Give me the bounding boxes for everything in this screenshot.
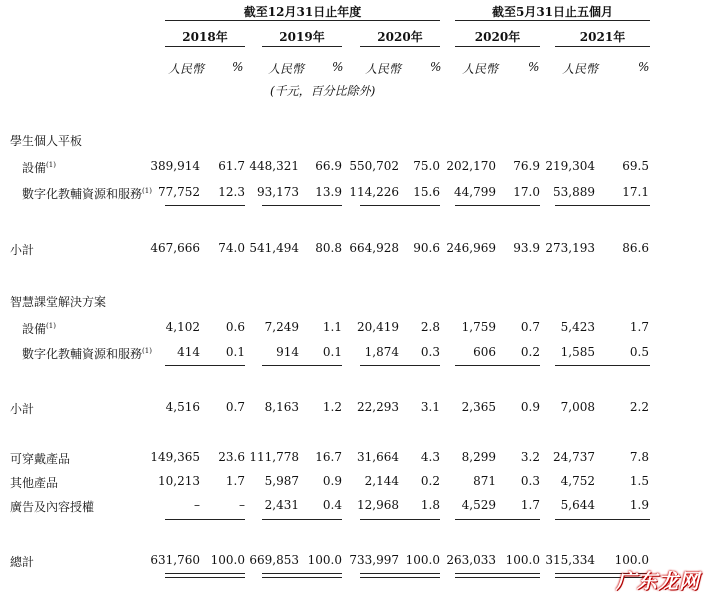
table-cell: 93,173: [257, 185, 299, 199]
table-cell: 44,799: [454, 185, 496, 199]
table-cell: 1.9: [629, 498, 649, 512]
table-cell: 1.1: [322, 320, 342, 334]
table-cell: 1,759: [461, 320, 496, 334]
table-cell: 3.2: [520, 450, 540, 464]
table-cell: 69.5: [622, 159, 649, 173]
row-label: 設備$^{(1)}$: [22, 161, 56, 175]
row-label: 其他產品: [10, 476, 59, 490]
subheader-currency: 人民幣: [562, 62, 599, 76]
year-rule-2021-ytd: [555, 46, 650, 47]
row-label: 數字化教輔資源和服務$^{(1)}$: [22, 347, 152, 361]
table-cell: 733,997: [349, 553, 399, 567]
table-cell: 1.5: [629, 474, 649, 488]
total-double-rule: [360, 573, 440, 574]
year-rule-2020: [360, 46, 440, 47]
subtotal-rule: [165, 205, 245, 206]
table-cell: 22,293: [357, 400, 399, 414]
footnote-marker: (1): [142, 347, 152, 355]
year-rule-2019: [262, 46, 342, 47]
subtotal-rule: [262, 365, 342, 366]
table-cell: 2,365: [461, 400, 496, 414]
table-cell: 4.3: [420, 450, 440, 464]
table-cell: 202,170: [446, 159, 496, 173]
table-cell: 0.2: [520, 345, 540, 359]
table-cell: 550,702: [349, 159, 399, 173]
subtotal-rule: [262, 519, 342, 520]
table-cell: 0.2: [420, 474, 440, 488]
group-header-annual: 截至12月31日止年度: [243, 5, 362, 19]
table-cell: 4,752: [560, 474, 595, 488]
table-cell: 111,778: [249, 450, 299, 464]
table-cell: 100.0: [614, 553, 649, 567]
table-cell: 149,365: [150, 450, 200, 464]
group-header-five-months-rule: [455, 20, 650, 21]
subheader-currency: 人民幣: [268, 62, 305, 76]
table-cell: 0.3: [520, 474, 540, 488]
table-cell: 5,644: [560, 498, 595, 512]
year-header-2019: 2019年: [279, 30, 325, 44]
table-cell: 7,008: [560, 400, 595, 414]
row-label: 智慧課堂解決方案: [10, 295, 107, 309]
table-cell: 914: [276, 345, 299, 359]
watermark-logo: 广东龙网: [616, 569, 700, 593]
table-cell: 23.6: [218, 450, 245, 464]
table-cell: 1,874: [364, 345, 399, 359]
table-cell: 17.0: [513, 185, 540, 199]
subheader-currency: 人民幣: [462, 62, 499, 76]
total-double-rule: [262, 573, 342, 574]
table-cell: 2,144: [364, 474, 399, 488]
table-cell: 20,419: [357, 320, 399, 334]
subtotal-rule: [455, 519, 540, 520]
table-cell: 114,226: [349, 185, 399, 199]
subheader-pct: %: [430, 60, 442, 74]
subtotal-rule: [555, 519, 650, 520]
table-cell: 273,193: [545, 241, 595, 255]
table-cell: 2.2: [629, 400, 649, 414]
table-cell: 0.4: [322, 498, 342, 512]
table-cell: 263,033: [446, 553, 496, 567]
footnote-marker: (1): [46, 161, 56, 169]
row-label: 學生個人平板: [10, 134, 83, 148]
table-cell: 541,494: [249, 241, 299, 255]
subheader-pct: %: [232, 60, 244, 74]
table-cell: 3.1: [420, 400, 440, 414]
total-double-rule: [455, 577, 540, 578]
year-header-2020: 2020年: [377, 30, 423, 44]
table-cell: 315,334: [545, 553, 595, 567]
group-header-five-months: 截至5月31日止五個月: [491, 5, 614, 19]
table-cell: 0.7: [225, 400, 245, 414]
table-cell: 5,423: [560, 320, 595, 334]
table-cell: 77,752: [158, 185, 200, 199]
table-cell: 90.6: [413, 241, 440, 255]
subtotal-rule: [165, 365, 245, 366]
table-cell: 24,737: [553, 450, 595, 464]
table-cell: 4,102: [165, 320, 200, 334]
row-label: 設備$^{(1)}$: [22, 322, 56, 336]
table-cell: 5,987: [264, 474, 299, 488]
total-double-rule: [455, 573, 540, 574]
table-cell: 2,431: [264, 498, 299, 512]
table-cell: 1,585: [560, 345, 595, 359]
table-cell: 871: [473, 474, 496, 488]
row-label: 總計: [10, 555, 35, 569]
table-cell: 53,889: [553, 185, 595, 199]
table-cell: 1.7: [629, 320, 649, 334]
year-header-2018: 2018年: [182, 30, 228, 44]
table-cell: 76.9: [513, 159, 540, 173]
subtotal-rule: [165, 519, 245, 520]
subheader-pct: %: [528, 60, 540, 74]
table-cell: 219,304: [545, 159, 595, 173]
table-cell: 4,529: [461, 498, 496, 512]
table-cell: 1.8: [420, 498, 440, 512]
subtotal-rule: [360, 519, 440, 520]
table-cell: 100.0: [307, 553, 342, 567]
footnote-marker: (1): [46, 322, 56, 330]
subheader-pct: %: [332, 60, 344, 74]
table-cell: 16.7: [315, 450, 342, 464]
table-cell: 75.0: [413, 159, 440, 173]
table-cell: 66.9: [315, 159, 342, 173]
table-cell: 74.0: [218, 241, 245, 255]
row-label: 廣告及內容授權: [10, 500, 95, 514]
table-cell: 669,853: [249, 553, 299, 567]
subtotal-rule: [360, 365, 440, 366]
table-cell: 4,516: [165, 400, 200, 414]
year-header-2020-ytd: 2020年: [474, 30, 521, 44]
table-cell: 664,928: [349, 241, 399, 255]
table-cell: 246,969: [446, 241, 496, 255]
total-double-rule: [165, 577, 245, 578]
table-cell: 100.0: [405, 553, 440, 567]
table-cell: 13.9: [315, 185, 342, 199]
table-cell: 8,299: [461, 450, 496, 464]
footnote-marker: (1): [142, 187, 152, 195]
table-cell: 31,664: [357, 450, 399, 464]
table-cell: 0.6: [225, 320, 245, 334]
table-cell: –: [194, 498, 200, 512]
row-label: 小計: [10, 243, 35, 257]
unit-note: (千元，百分比除外): [270, 84, 376, 98]
subheader-pct: %: [638, 60, 650, 74]
table-cell: 8,163: [264, 400, 299, 414]
subheader-currency: 人民幣: [168, 62, 205, 76]
year-header-2021-ytd: 2021年: [579, 30, 626, 44]
table-cell: 12.3: [218, 185, 245, 199]
total-double-rule: [360, 577, 440, 578]
table-cell: 15.6: [413, 185, 440, 199]
total-double-rule: [165, 573, 245, 574]
subtotal-rule: [455, 365, 540, 366]
subtotal-rule: [360, 205, 440, 206]
table-cell: 93.9: [513, 241, 540, 255]
year-rule-2020-ytd: [455, 46, 540, 47]
table-cell: 389,914: [150, 159, 200, 173]
table-cell: 100.0: [210, 553, 245, 567]
table-cell: 0.9: [322, 474, 342, 488]
table-cell: 86.6: [622, 241, 649, 255]
table-cell: 606: [473, 345, 496, 359]
table-cell: 0.9: [520, 400, 540, 414]
table-cell: 1.2: [322, 400, 342, 414]
table-cell: 0.1: [225, 345, 245, 359]
table-cell: 631,760: [150, 553, 200, 567]
subheader-currency: 人民幣: [365, 62, 402, 76]
table-cell: 0.7: [520, 320, 540, 334]
table-cell: 0.1: [322, 345, 342, 359]
total-double-rule: [262, 577, 342, 578]
table-cell: 1.7: [520, 498, 540, 512]
row-label: 小計: [10, 402, 35, 416]
table-cell: 0.5: [629, 345, 649, 359]
table-cell: 467,666: [150, 241, 200, 255]
table-cell: 7.8: [629, 450, 649, 464]
subtotal-rule: [555, 365, 650, 366]
table-cell: 12,968: [357, 498, 399, 512]
table-cell: 2.8: [420, 320, 440, 334]
row-label: 可穿戴產品: [10, 452, 71, 466]
table-cell: 100.0: [505, 553, 540, 567]
table-cell: 17.1: [622, 185, 649, 199]
table-cell: 61.7: [218, 159, 245, 173]
table-cell: 0.3: [420, 345, 440, 359]
table-cell: 448,321: [249, 159, 299, 173]
row-label: 數字化教輔資源和服務$^{(1)}$: [22, 187, 152, 201]
table-cell: 414: [177, 345, 200, 359]
table-cell: 7,249: [264, 320, 299, 334]
table-cell: 80.8: [315, 241, 342, 255]
year-rule-2018: [165, 46, 245, 47]
subtotal-rule: [455, 205, 540, 206]
group-header-annual-rule: [165, 20, 440, 21]
subtotal-rule: [262, 205, 342, 206]
table-cell: –: [239, 498, 245, 512]
subtotal-rule: [555, 205, 650, 206]
table-cell: 10,213: [158, 474, 200, 488]
table-cell: 1.7: [225, 474, 245, 488]
